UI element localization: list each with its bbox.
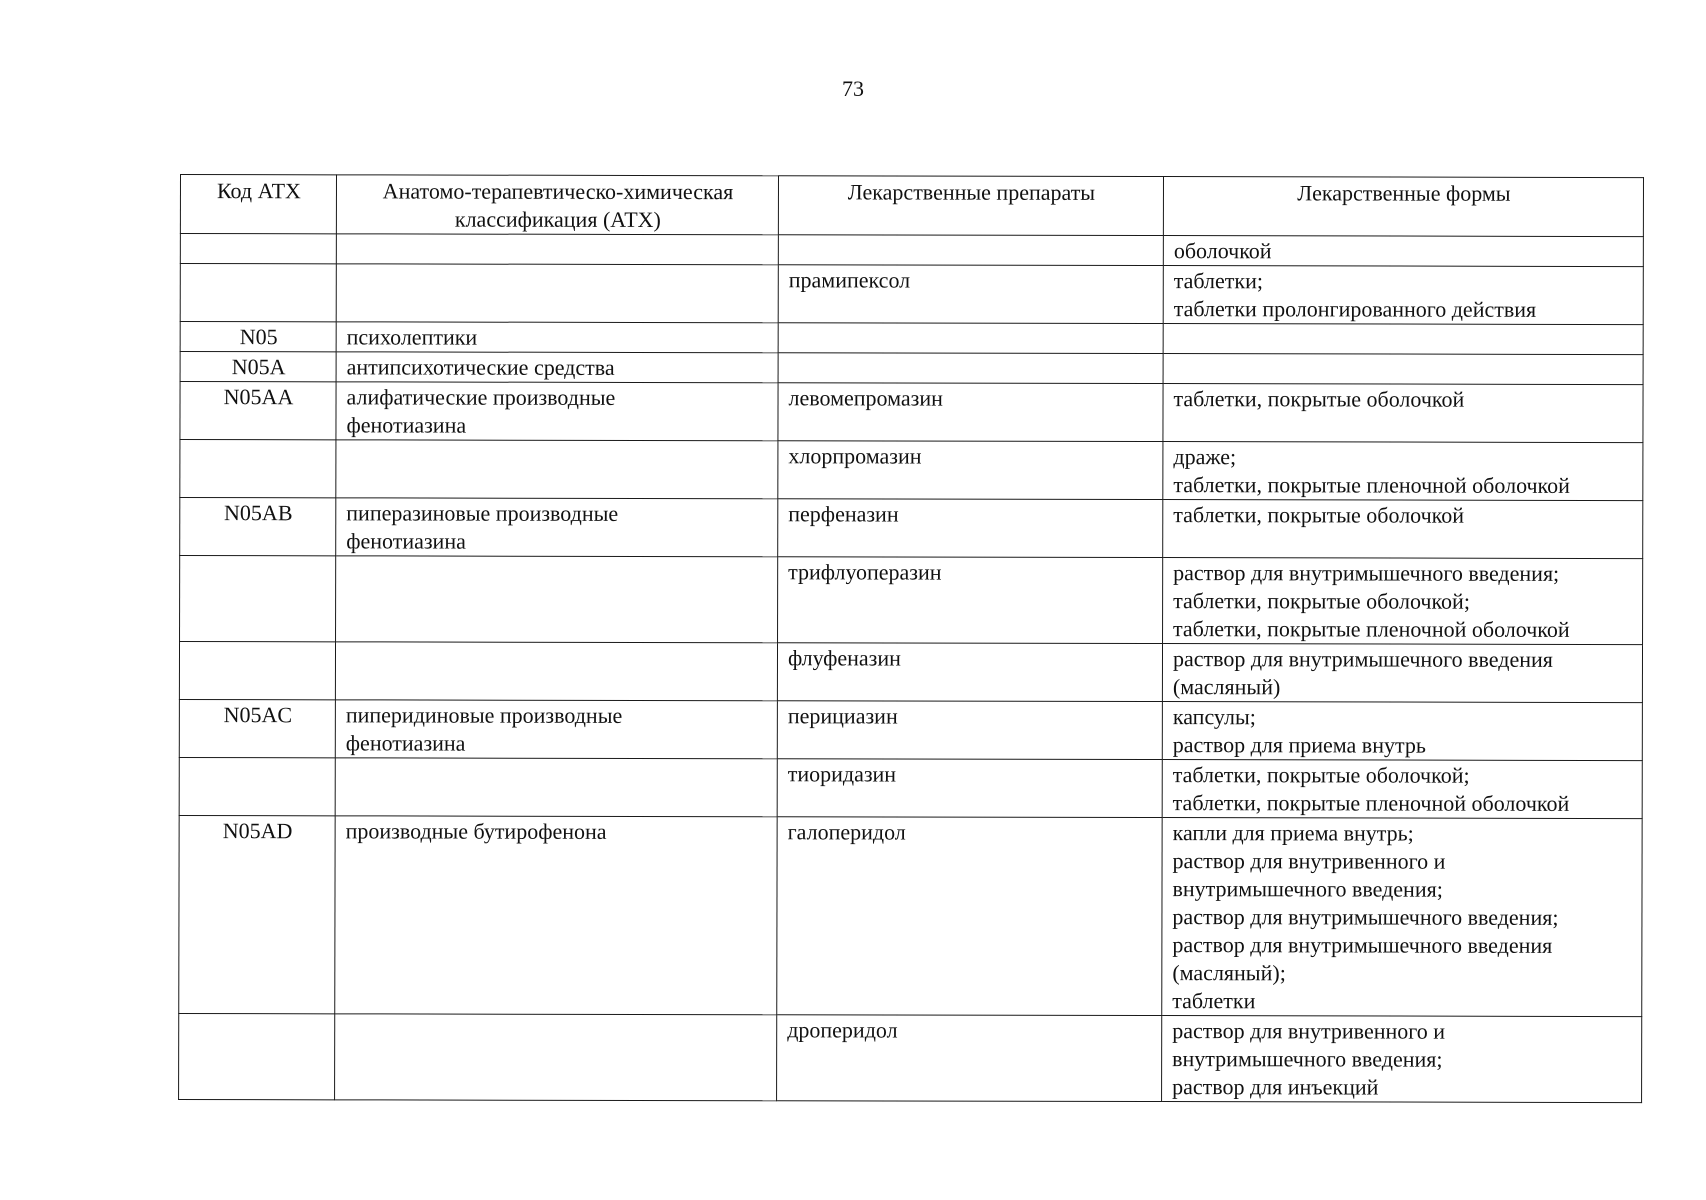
cell-text-line: Лекарственные формы xyxy=(1297,180,1511,206)
cell-text-line: Код АТХ xyxy=(216,178,301,204)
cell-text-line: таблетки, покрытые оболочкой; xyxy=(1173,588,1470,614)
cell-text-line: N05AA xyxy=(223,384,294,410)
cell-text-line: перфеназин xyxy=(788,501,899,527)
cell-text-line: капсулы; xyxy=(1172,704,1256,730)
cell-text-line: фенотиазина xyxy=(346,412,467,438)
cell-drug xyxy=(778,383,1163,442)
cell-text-line: раствор для внутримышечного введения xyxy=(1172,646,1553,672)
table-row xyxy=(179,757,1642,818)
atc-table xyxy=(178,174,1644,1103)
cell-text-line: фенотиазина xyxy=(345,730,466,756)
cell-text-line: психолептики xyxy=(346,324,478,350)
cell-text-line: капли для приема внутрь; xyxy=(1172,820,1414,846)
cell-code xyxy=(179,1013,335,1099)
cell-classification xyxy=(336,352,778,383)
table-row xyxy=(179,642,1642,703)
cell-classification xyxy=(336,498,778,557)
cell-drug xyxy=(777,759,1162,818)
cell-forms xyxy=(1162,1016,1642,1103)
cell-classification xyxy=(336,382,778,441)
cell-drug xyxy=(778,265,1163,324)
cell-text-line: раствор для инъекций xyxy=(1172,1074,1379,1100)
table-row xyxy=(180,498,1643,559)
cell-text-line: левомепромазин xyxy=(788,385,943,411)
cell-text-line: раствор для внутримышечного введения; xyxy=(1173,560,1560,586)
cell-classification xyxy=(336,264,778,323)
cell-drug xyxy=(778,499,1163,558)
cell-text-line: раствор для внутримышечного введения xyxy=(1172,932,1553,958)
cell-drug xyxy=(778,441,1163,500)
cell-text-line: таблетки xyxy=(1172,988,1256,1014)
table-header-row xyxy=(180,175,1643,237)
cell-text-line: раствор для приема внутрь xyxy=(1172,732,1426,758)
cell-text-line: таблетки, покрытые оболочкой; xyxy=(1172,762,1470,788)
cell-drug xyxy=(777,701,1162,760)
table-row xyxy=(180,352,1643,385)
cell-code xyxy=(179,757,335,815)
cell-forms xyxy=(1163,558,1643,645)
cell-text-line: таблетки, покрытые пленочной оболочкой xyxy=(1173,472,1570,498)
table-row xyxy=(180,234,1643,267)
cell-code xyxy=(179,642,335,700)
cell-text-line: драже; xyxy=(1173,444,1237,470)
cell-code xyxy=(180,234,336,264)
cell-classification xyxy=(335,642,777,701)
cell-drug xyxy=(778,235,1163,266)
cell-text-line: раствор для внутривенного и xyxy=(1172,1018,1446,1044)
table-row xyxy=(179,815,1642,1016)
header-drugs xyxy=(778,176,1163,236)
cell-text-line: тиоридазин xyxy=(787,761,897,787)
cell-forms xyxy=(1162,644,1642,703)
table-row xyxy=(180,322,1643,355)
cell-text-line: флуфеназин xyxy=(787,645,901,671)
cell-text-line: дроперидол xyxy=(787,1017,898,1043)
table-body xyxy=(179,234,1644,1103)
cell-classification xyxy=(335,816,777,1015)
cell-text-line: раствор для внутривенного и xyxy=(1172,848,1446,874)
table-row xyxy=(179,1013,1642,1102)
cell-classification xyxy=(336,234,778,265)
cell-text-line: Лекарственные препараты xyxy=(847,179,1096,205)
cell-classification xyxy=(335,700,777,759)
cell-classification xyxy=(336,556,778,643)
cell-text-line: N05A xyxy=(231,354,286,380)
atc-table-container xyxy=(178,174,1643,1103)
cell-forms xyxy=(1163,236,1643,267)
cell-text-line: N05AC xyxy=(223,702,293,728)
cell-forms xyxy=(1163,324,1643,355)
cell-text-line: хлорпромазин xyxy=(788,443,922,469)
cell-code xyxy=(180,440,336,498)
table-row xyxy=(180,264,1643,325)
cell-code xyxy=(180,498,336,556)
cell-text-line: N05 xyxy=(239,324,278,350)
cell-forms xyxy=(1162,702,1642,761)
cell-forms xyxy=(1163,500,1643,559)
cell-forms xyxy=(1162,760,1642,819)
cell-forms xyxy=(1163,266,1643,325)
cell-text-line: пиперазиновые производные xyxy=(346,500,619,526)
cell-code xyxy=(180,352,336,382)
cell-text-line: Анатомо-терапевтическо-химическая xyxy=(382,178,734,205)
cell-text-line: прамипексол xyxy=(788,267,911,293)
cell-drug xyxy=(777,1015,1162,1102)
cell-text-line: производные бутирофенона xyxy=(345,818,607,844)
cell-text-line: (масляный); xyxy=(1172,960,1286,986)
cell-text-line: таблетки, покрытые оболочкой xyxy=(1173,502,1465,528)
cell-text-line: перициазин xyxy=(787,703,898,729)
header-code xyxy=(180,175,336,234)
cell-classification xyxy=(335,1014,777,1101)
cell-text-line: N05AD xyxy=(222,818,293,844)
cell-drug xyxy=(778,353,1163,384)
cell-text-line: фенотиазина xyxy=(346,528,466,554)
page-number: 73 xyxy=(842,76,864,101)
cell-drug xyxy=(778,557,1163,644)
cell-text-line: классификация (АТХ) xyxy=(454,206,661,233)
cell-forms xyxy=(1163,442,1643,501)
cell-text-line: таблетки, покрытые оболочкой xyxy=(1173,386,1465,412)
cell-text-line: алифатические производные xyxy=(346,384,616,410)
header-classification xyxy=(336,175,778,235)
cell-drug xyxy=(778,323,1163,354)
cell-forms xyxy=(1163,384,1643,443)
cell-forms xyxy=(1162,818,1642,1017)
cell-drug xyxy=(777,817,1162,1016)
cell-text-line: галоперидол xyxy=(787,819,906,845)
cell-text-line: таблетки, покрытые пленочной оболочкой xyxy=(1173,616,1570,642)
cell-text-line: таблетки, покрытые пленочной оболочкой xyxy=(1172,790,1570,816)
cell-forms xyxy=(1163,354,1643,385)
cell-text-line: N05AB xyxy=(224,500,293,526)
cell-classification xyxy=(336,440,778,499)
table-row xyxy=(180,382,1643,443)
cell-text-line: пиперидиновые производные xyxy=(345,702,623,728)
cell-text-line: внутримышечного введения; xyxy=(1172,1046,1443,1072)
cell-text-line: оболочкой xyxy=(1173,238,1272,264)
table-row xyxy=(180,440,1643,501)
cell-classification xyxy=(335,758,777,817)
cell-code xyxy=(180,556,336,642)
cell-text-line: внутримышечного введения; xyxy=(1172,876,1443,902)
cell-drug xyxy=(777,643,1162,702)
header-forms xyxy=(1163,177,1643,237)
cell-text-line: таблетки; xyxy=(1173,268,1264,294)
cell-code xyxy=(179,699,335,757)
cell-classification xyxy=(336,322,778,353)
cell-code xyxy=(179,815,335,1013)
cell-code xyxy=(180,322,336,352)
cell-code xyxy=(180,264,336,322)
cell-text-line: антипсихотические средства xyxy=(346,354,615,380)
cell-text-line: раствор для внутримышечного введения; xyxy=(1172,904,1559,930)
cell-text-line: трифлуоперазин xyxy=(788,559,942,585)
cell-text-line: таблетки пролонгированного действия xyxy=(1173,296,1537,322)
cell-code xyxy=(180,382,336,440)
table-row xyxy=(179,699,1642,760)
table-row xyxy=(180,556,1643,645)
cell-text-line: (масляный) xyxy=(1172,674,1281,700)
